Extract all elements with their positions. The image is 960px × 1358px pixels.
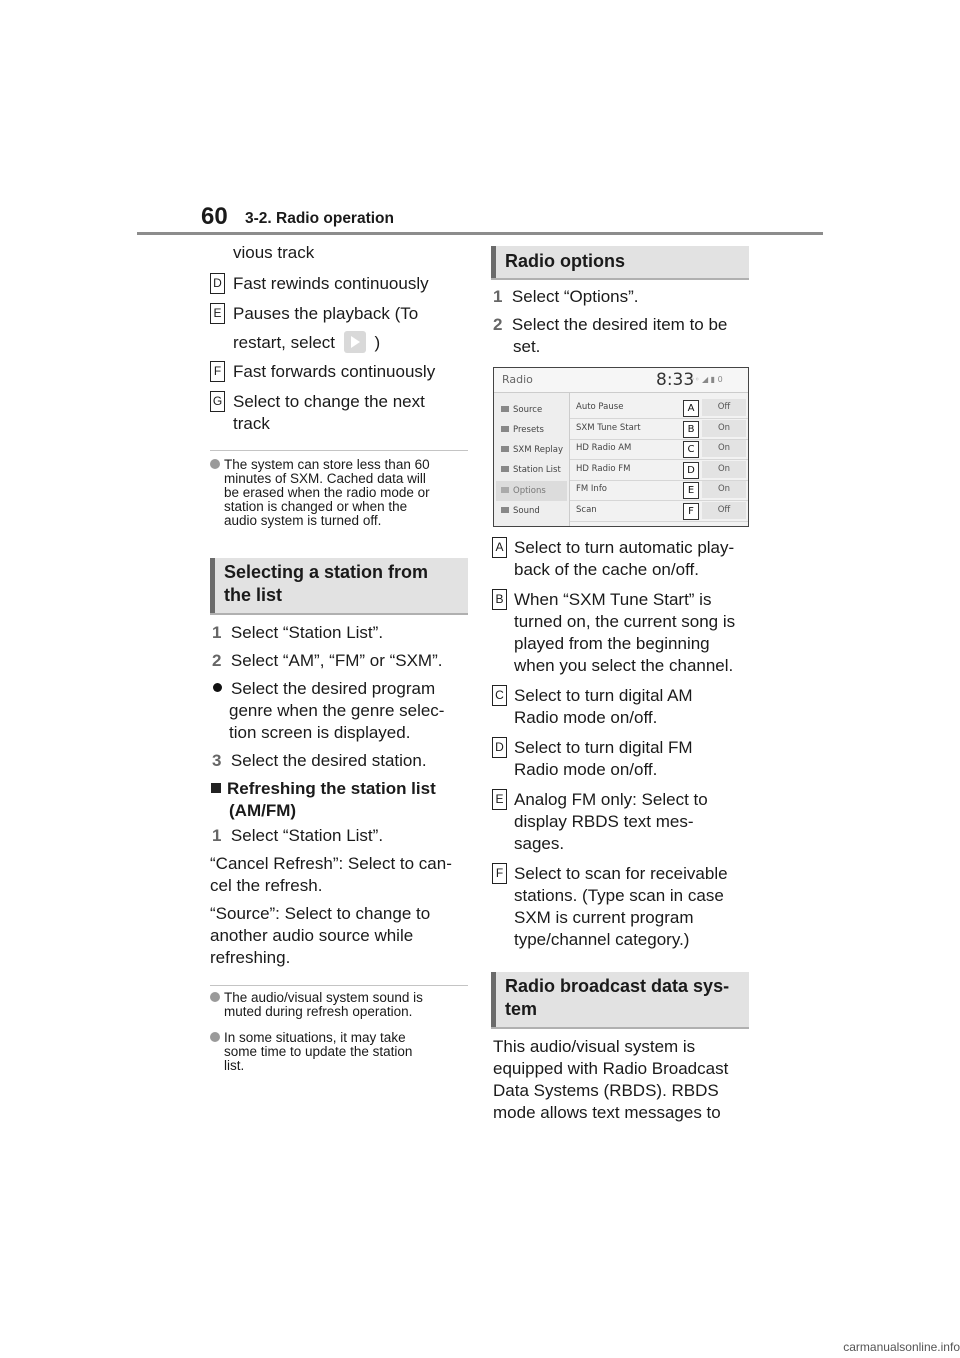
step-text: Select the desired item to be (511, 315, 728, 334)
bullet-genre (213, 678, 444, 744)
watermark: carmanualsonline.info (843, 1340, 960, 1354)
description-line: Select to turn automatic play- (514, 538, 735, 557)
heading-line: Selecting a station from (224, 562, 429, 582)
replay-icon (501, 446, 509, 452)
option-toggle[interactable]: On (702, 481, 746, 498)
step-1 (212, 622, 383, 644)
list-item-g-line1: Select to change the next (233, 392, 425, 411)
para-line: refreshing. (210, 948, 291, 967)
option-toggle[interactable]: Off (702, 502, 746, 519)
step-2 (212, 650, 442, 672)
step-text: Select “AM”, “FM” or “SXM”. (230, 651, 443, 670)
callout-letter: C (683, 441, 699, 458)
step-number: 1 (212, 623, 222, 642)
step-number: 2 (212, 651, 222, 670)
description-d (514, 737, 693, 781)
sidebar-label: Source (513, 405, 543, 415)
option-label: Auto Pause (576, 402, 624, 412)
note-line: be erased when the radio mode or (224, 485, 430, 500)
bullet-icon (210, 459, 220, 469)
restart-text: restart, select (233, 333, 336, 352)
option-row-auto-pause[interactable] (570, 398, 748, 419)
section-title: 3-2. Radio operation (245, 210, 394, 227)
step-refresh-1 (212, 825, 383, 847)
sidebar-label: Presets (513, 425, 544, 435)
note-update-time (210, 1031, 412, 1073)
note-divider (210, 985, 468, 986)
header-rule (137, 232, 823, 235)
heading-radio-options: Radio options (491, 246, 749, 278)
step-text: set. (513, 337, 541, 356)
note-line: audio system is turned off. (224, 513, 382, 528)
para-line: This audio/visual system is (493, 1037, 696, 1056)
label-f-badge: F (210, 361, 225, 382)
heading-line: the list (224, 585, 283, 605)
heading-line: tem (505, 999, 538, 1019)
list-item-e: Pauses the playback (To (233, 304, 419, 323)
note-line: In some situations, it may take (224, 1030, 406, 1045)
screen-clock: 8:33 (656, 370, 695, 390)
sidebar-item-sound[interactable] (496, 501, 567, 521)
description-c (514, 685, 693, 729)
screen-status-bar (494, 368, 748, 393)
bullet-line: genre when the genre selec- (229, 701, 445, 720)
option-label: SXM Tune Start (576, 423, 641, 433)
restart-close: ) (374, 333, 381, 352)
para-line: “Source”: Select to change to (210, 904, 431, 923)
sidebar-item-options[interactable] (496, 481, 567, 501)
bullet-icon (210, 1032, 220, 1042)
para-rbds (493, 1036, 728, 1124)
note-line: list. (224, 1058, 245, 1073)
step-text: Select the desired station. (230, 751, 427, 770)
step-number: 2 (493, 315, 503, 334)
options-step-1 (493, 286, 639, 308)
bullet-line: tion screen is displayed. (229, 723, 411, 742)
bullet-icon (213, 683, 222, 692)
options-icon (501, 487, 509, 493)
note-line: station is changed or when the (224, 499, 408, 514)
option-label: HD Radio AM (576, 443, 632, 453)
description-line: Radio mode on/off. (514, 760, 658, 779)
option-toggle[interactable]: On (702, 440, 746, 457)
callout-letter: D (683, 462, 699, 479)
note-line: The system can store less than 60 (224, 457, 430, 472)
description-line: Radio mode on/off. (514, 708, 658, 727)
description-line: type/channel category.) (514, 930, 690, 949)
step-text: Select “Station List”. (230, 623, 384, 642)
subheading-refresh (211, 778, 436, 822)
description-line: turned on, the current song is (514, 612, 736, 631)
para-line: mode allows text messages to (493, 1103, 721, 1122)
para-line: Data Systems (RBDS). RBDS (493, 1081, 719, 1100)
option-label: FM Info (576, 484, 608, 494)
step-number: 1 (212, 826, 222, 845)
list-item-d: Fast rewinds continuously (233, 274, 429, 293)
option-toggle[interactable]: Off (702, 399, 746, 416)
option-row-sxm-tune-start[interactable] (570, 419, 748, 440)
para-line: cel the refresh. (210, 876, 323, 895)
label-d-badge: D (492, 737, 507, 758)
para-source (210, 903, 430, 969)
list-item-continued: vious track (233, 243, 315, 262)
para-line: equipped with Radio Broadcast (493, 1059, 729, 1078)
description-line: Select to turn digital FM (514, 738, 693, 757)
option-toggle[interactable]: On (702, 461, 746, 478)
label-c-badge: C (492, 685, 507, 706)
callout-letter: F (683, 503, 699, 520)
option-row-hd-radio-fm[interactable] (570, 460, 748, 481)
description-b (514, 589, 735, 677)
description-line: When “SXM Tune Start” is (514, 590, 712, 609)
description-line: stations. (Type scan in case (514, 886, 724, 905)
description-f (514, 863, 728, 951)
play-icon (344, 331, 366, 353)
heading-rbds (491, 972, 749, 1027)
step-number: 1 (493, 287, 503, 306)
heading-line: Radio broadcast data sys- (505, 976, 730, 996)
radio-options-screenshot (493, 367, 749, 527)
sidebar-label: Station List (513, 465, 561, 475)
option-label: Scan (576, 505, 597, 515)
description-line: Analog FM only: Select to (514, 790, 708, 809)
note-line: The audio/visual system sound is (224, 990, 423, 1005)
callout-letter: A (683, 400, 699, 417)
label-d-badge: D (210, 273, 225, 294)
sound-icon (501, 507, 509, 513)
page-number: 60 (201, 203, 228, 230)
description-line: SXM is current program (514, 908, 694, 927)
para-cancel-refresh (210, 853, 452, 897)
subheading-line: (AM/FM) (229, 801, 297, 820)
screen-title: Radio (502, 373, 533, 386)
label-e-badge: E (492, 789, 507, 810)
step-text: Select “Station List”. (230, 826, 384, 845)
step-3 (212, 750, 427, 772)
sidebar-label: Sound (513, 506, 540, 516)
para-line: another audio source while (210, 926, 414, 945)
description-e (514, 789, 708, 855)
options-step-2 (493, 314, 727, 358)
option-label: HD Radio FM (576, 464, 631, 474)
sidebar-label: SXM Replay (513, 445, 564, 455)
label-b-badge: B (492, 589, 507, 610)
bullet-icon (210, 992, 220, 1002)
option-toggle[interactable]: On (702, 420, 746, 437)
note-muted (210, 991, 423, 1019)
label-a-badge: A (492, 537, 507, 558)
status-icons: ◦◦ ◢ ▮ 0 (690, 375, 723, 384)
list-item-g-line2: track (233, 414, 270, 433)
option-row-fm-info[interactable] (570, 480, 748, 501)
screen-sidebar (494, 393, 570, 527)
description-a (514, 537, 734, 581)
sidebar-item-presets[interactable] (496, 420, 567, 440)
callout-letter: E (683, 482, 699, 499)
callout-letter: B (683, 421, 699, 438)
label-e-badge: E (210, 303, 225, 324)
list-icon (501, 466, 509, 472)
step-text: Select “Options”. (511, 287, 639, 306)
sidebar-item-source[interactable] (496, 400, 567, 420)
heading-selecting-station (210, 558, 468, 613)
bullet-line: Select the desired program (231, 679, 436, 698)
label-f-badge: F (492, 863, 507, 884)
description-line: Select to turn digital AM (514, 686, 693, 705)
description-line: when you select the channel. (514, 656, 734, 675)
list-item-f: Fast forwards continuously (233, 362, 436, 381)
description-line: Select to scan for receivable (514, 864, 728, 883)
sidebar-item-sxm-replay[interactable] (496, 440, 567, 460)
note-line: muted during refresh operation. (224, 1004, 413, 1019)
option-row-scan[interactable] (570, 501, 748, 522)
note-divider (210, 450, 468, 451)
subheading-line: Refreshing the station list (227, 779, 436, 798)
description-line: played from the beginning (514, 634, 710, 653)
description-line: back of the cache on/off. (514, 560, 699, 579)
presets-icon (501, 426, 509, 432)
restart-line (233, 331, 380, 354)
note-line: some time to update the station (224, 1044, 413, 1059)
description-line: sages. (514, 834, 565, 853)
para-line: “Cancel Refresh”: Select to can- (210, 854, 452, 873)
sidebar-item-station-list[interactable] (496, 460, 567, 480)
option-row-hd-radio-am[interactable] (570, 439, 748, 460)
note-line: minutes of SXM. Cached data will (224, 471, 426, 486)
note-sxm (210, 458, 430, 528)
label-g-badge: G (210, 391, 225, 412)
square-bullet-icon (211, 783, 221, 793)
description-line: display RBDS text mes- (514, 812, 694, 831)
sidebar-label: Options (513, 486, 546, 496)
step-number: 3 (212, 751, 222, 770)
source-icon (501, 406, 509, 412)
